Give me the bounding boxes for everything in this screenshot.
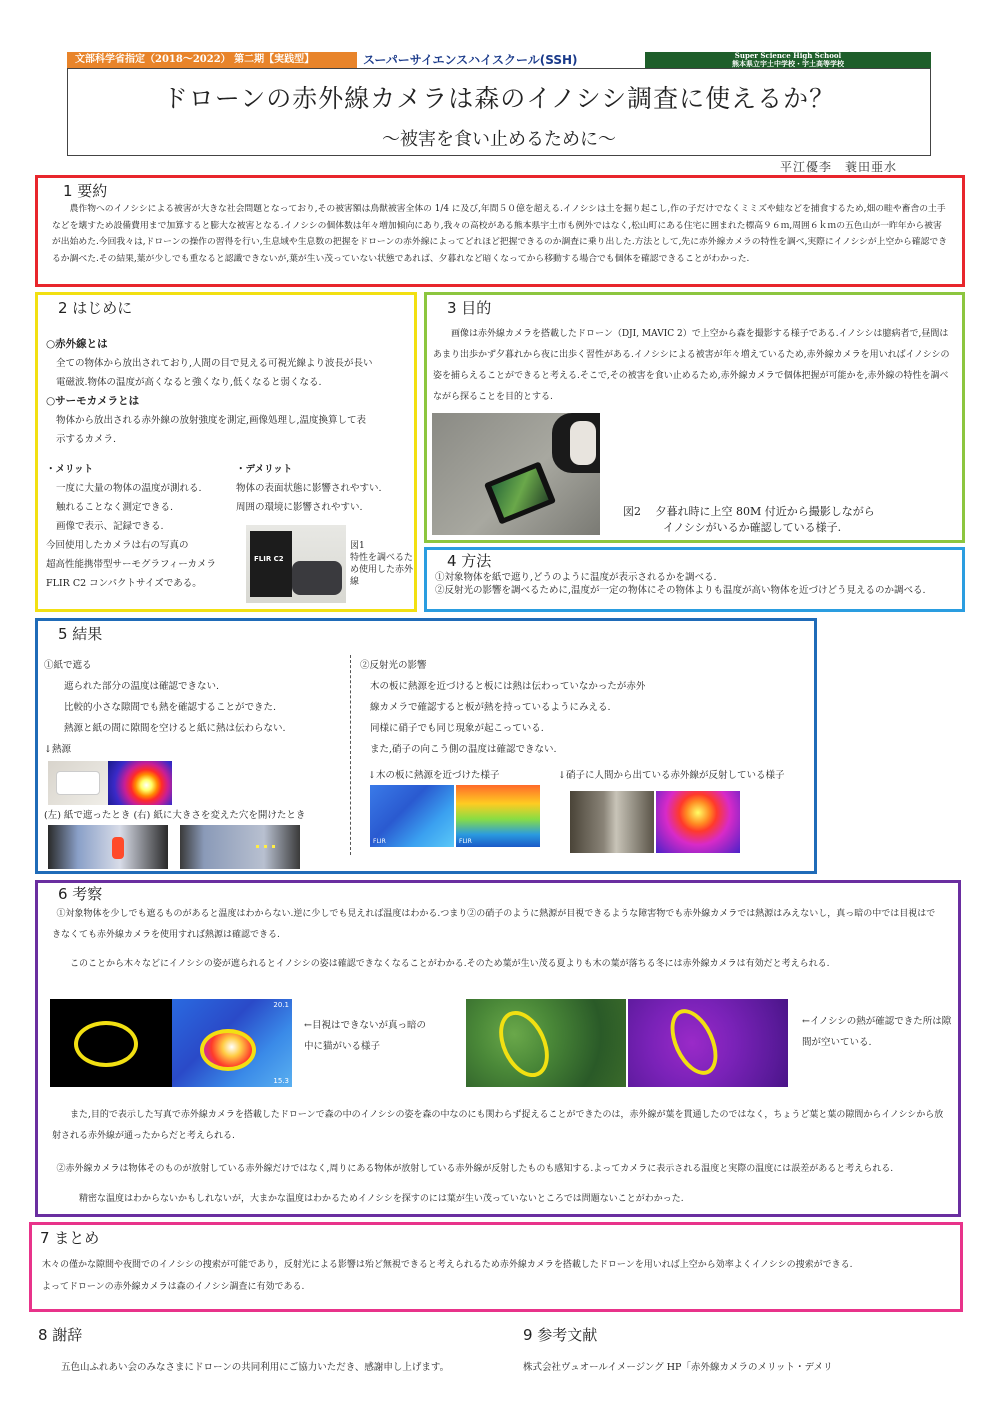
highlight-circle — [200, 1029, 256, 1071]
authors: 平江優李 蓑田亜水 — [780, 160, 898, 174]
section-heading: 1 要約 — [63, 182, 108, 200]
section-heading: 8 謝辞 — [38, 1326, 83, 1344]
discussion-p4: ②赤外線カメラは物体そのものが放射している赤外線だけではなく,周りにある物体が放射している赤外線が反射したものも感知する.よってカメラに表示される温度と実際の温度には誤差があると考えられる. — [56, 1164, 894, 1174]
method-item-2: ②反射光の影響を調べるために,温度が一定の物体にその物体よりも温度が高い物体を近づけどう見えるのか調べる. — [435, 585, 926, 596]
wood-board-thermal-2 — [456, 785, 540, 847]
figure-2-caption-2: イノシシがいるか確認している様子. — [663, 521, 842, 534]
thermo-line-2: 示するカメラ. — [56, 434, 117, 445]
infrared-line-2: 電磁波.物体の温度が高くなると強くなり,低くなると弱くなる. — [56, 377, 322, 388]
conclusion-p2: よってドローンの赤外線カメラは森のイノシシ調査に有効である. — [42, 1282, 305, 1292]
section-heading: 2 はじめに — [58, 299, 133, 317]
banner-school-en: Super Science High School — [734, 51, 842, 60]
results-right-item: 同様に硝子でも同じ現象が起こっている. — [370, 723, 544, 734]
discussion-p2: このことから木々などにイノシシの姿が遮られるとイノシシの姿は確認できなくなることがわかる.そのため葉が生い茂る夏よりも木の葉が落ちる冬には赤外線カメラは有効だと考えられる. — [70, 959, 830, 969]
section-references — [520, 1322, 970, 1373]
drone-operation-photo — [432, 413, 600, 535]
discussion-p3: また,目的で表示した写真で赤外線カメラを搭載したドローンで森の中のイノシシの姿を森の中なのにも関わらず捉えることができたのは，赤外線が葉を貫通したのではなく，ちょうど葉と葉の隙間からイノシシから放射される赤外線が通ったからだと考えられる. — [52, 1110, 944, 1141]
forest-photo-note: ←イノシシの熱が確認できた所は隙間が空いている. — [802, 1016, 952, 1048]
section-heading: 5 結果 — [58, 625, 103, 643]
camera-text-2: 超高性能携帯型サーモグラフィーカメラ — [46, 559, 217, 570]
title-box — [67, 68, 931, 156]
camera-text-1: 今回使用したカメラは右の写真の — [46, 540, 189, 551]
wood-board-caption: ↓木の板に熱源を近づけた様子 — [368, 770, 500, 781]
results-left-title: ①紙で遮る — [44, 660, 92, 671]
demerit-item: 物体の表面状態に影響されやすい. — [236, 483, 382, 494]
acknowledgement-body: 五色山ふれあい会のみなさまにドローンの共同利用にご協力いただき、感謝申し上げます。 — [61, 1362, 450, 1373]
results-left-item: 比較的小さな隙間でも熱を確認することができた. — [64, 702, 277, 713]
results-right-item: 木の板に熱源を近づけると板には熱は伝わっていなかったが赤外 — [370, 681, 646, 692]
person-face — [570, 421, 596, 465]
section-method — [424, 547, 965, 612]
section-purpose — [424, 292, 965, 543]
paper-covered-thermal-spot — [112, 837, 124, 859]
wood-board-thermal-1 — [370, 785, 454, 847]
paper-covered-photo — [48, 825, 168, 869]
dark-cat-photo — [50, 999, 172, 1087]
hole-dot — [256, 845, 259, 848]
results-right-item: 線カメラで確認すると板が熱を持っているようにみえる. — [370, 702, 611, 713]
glass-caption: ↓硝子に人間から出ている赤外線が反射している様子 — [558, 770, 785, 781]
results-left-item: 熱源と紙の間に隙間を空けると紙に熱は伝わらない. — [64, 723, 286, 734]
section-heading: 3 目的 — [447, 299, 492, 317]
heat-source-thermal — [108, 761, 172, 805]
tablet-screen — [491, 468, 548, 518]
dark-cat-thermal — [172, 999, 292, 1087]
camera-text-3: FLIR C2 コンパクトサイズである。 — [46, 578, 202, 589]
merit-item: 一度に大量の物体の温度が測れる. — [56, 483, 202, 494]
section-intro — [35, 292, 417, 612]
heat-source-device — [56, 771, 100, 795]
glass-thermal — [656, 791, 740, 853]
hole-dot — [272, 845, 275, 848]
purpose-body: 画像は赤外線カメラを搭載したドローン（DJI, MAVIC 2）で上空から森を撮影する様子である.イノシシは臆病者で,昼間はあまり出歩かず夕暮れから夜に出歩く習性がある.イノシシによる被害が年々増えているため,赤外線カメラを用いればイノシシの姿を捕らえることができると考える.そこで,その被害を食い止めるため,赤外線カメラで個体把握が可能かを,赤外線の特性を調べながら探ることを目的とする. — [433, 329, 950, 402]
section-conclusion — [29, 1222, 963, 1312]
results-right-title: ②反射光の影響 — [360, 660, 427, 671]
figure-1-caption: 図1 特性を調べるため使用した赤外線 — [350, 541, 414, 587]
thermo-line-1: 物体から放出される赤外線の放射強度を測定,画像処理し,温度換算して表 — [56, 415, 367, 426]
demerit-title: ・デメリット — [236, 464, 293, 475]
glass-corridor-photo — [570, 791, 654, 853]
conclusion-p1: 木々の僅かな隙間や夜間でのイノシシの捜索が可能であり，反射光による影響は殆ど無視できると考えられるため赤外線カメラを搭載したドローンを用いれば上空から効率よくイノシシの捜索ができる. — [42, 1260, 853, 1270]
infrared-title: ○赤外線とは — [46, 338, 108, 350]
summary-body: 農作物へのイノシシによる被害が大きな社会問題となっており,その被害額は鳥獣被害全体の 1/4 に及び,年間５０億を超える.イノシシは土を掘り起こし,作の子だけでなくミミズや蛙などを捕食するため,畑の畦や畜舎の土手などを壊すため設備費用まで加算すると膨大な被害となる.イノシシの個体数は年々増加傾向にあり,我々の高校がある熊本県宇土市も例外ではなく,松山町にある住宅に囲まれた標高９６ｍ,周囲６ｋｍの五色山が一昨年から被害が出始めた.今回我々は,ドローンの操作の習得を行い,生息域や生息数の把握をドローンの赤外線によってどれほど把握できるのか調査に乗り出した.方法として,先に赤外線カメラの特性を調べ,実際にイノシシが上空から確認できるか調べた.その結果,葉が少しでも重なると認識できないが,葉が生い茂っていない状態であれば、夕暮れなど暗くなってから移動する場合でも個体を確認できることがわかった. — [52, 204, 948, 264]
infrared-line-1: 全ての物体から放出されており,人間の目で見える可視光線より波長が長い — [56, 358, 373, 369]
forest-thermal-photo — [628, 999, 788, 1087]
flir-box-shape — [250, 531, 292, 597]
results-right-item: また,硝子の向こう側の温度は確認できない. — [370, 744, 557, 755]
merit-title: ・メリット — [46, 464, 94, 475]
figure-2-caption-1: 図2 夕暮れ時に上空 80M 付近から撮影しながら — [623, 505, 875, 518]
infrared-body — [46, 354, 416, 392]
section-heading: 7 まとめ — [40, 1229, 100, 1247]
results-left-item: 遮られた部分の温度は確認できない. — [64, 681, 220, 692]
flir-box-label: FLIR C2 — [254, 555, 284, 563]
discussion-p5: 精密な温度はわからないかもしれないが，大まかな温度はわかるためイノシシを探すのには葉が生い茂っていないところでは問題ないことがわかった. — [79, 1194, 684, 1204]
tablet-device — [484, 461, 556, 524]
highlight-ellipse — [661, 1002, 727, 1082]
highlight-ellipse — [489, 1003, 558, 1085]
banner-ministry: 文部科学省指定（2018〜2022） 第二期【実践型】 — [67, 52, 357, 68]
poster-title: ドローンの赤外線カメラは森のイノシシ調査に使えるか？ — [162, 84, 836, 113]
section-results — [35, 618, 817, 874]
section-summary — [35, 175, 965, 287]
flir-watermark: FLIR — [373, 838, 386, 845]
banner-school-jp: 熊本県立宇土中学校・宇土高等学校 — [732, 59, 844, 68]
cat-photo-note: ←目視はできないが真っ暗の中に猫がいる様子 — [304, 1020, 426, 1052]
heat-source-photo — [48, 761, 108, 805]
poster-subtitle: 〜被害を食い止めるために〜 — [382, 129, 616, 150]
highlight-circle — [74, 1021, 138, 1067]
hole-dot — [264, 845, 267, 848]
banner-school — [645, 52, 931, 68]
flir-watermark: FLIR — [459, 838, 472, 845]
temp-low-label: 15.3 — [273, 1077, 289, 1085]
flir-camera-photo — [246, 525, 346, 603]
section-discussion — [35, 880, 961, 1217]
section-acknowledgement — [35, 1322, 505, 1373]
results-left-caption: (左) 紙で遮ったとき (右) 紙に大きさを変えた穴を開けたとき — [44, 810, 306, 821]
results-divider — [350, 655, 351, 855]
demerit-item: 周囲の環境に影響されやすい. — [236, 502, 363, 513]
paper-holes-photo — [180, 825, 300, 869]
discussion-p1: ①対象物体を少しでも遮るものがあると温度はわからない.逆に少しでも見えれば温度はわかる.つまり②の硝子のように熱源が目視できるような障害物でも赤外線カメラでは熱源はみえないし，真っ暗の中では目視はできなくても赤外線カメラを使用すれば熱源は確認できる. — [52, 909, 936, 940]
forest-aerial-photo — [466, 999, 626, 1087]
method-item-1: ①対象物体を紙で遮り,どうのように温度が表示されるかを調べる. — [435, 572, 717, 583]
merit-item: 画像で表示、記録できる. — [56, 521, 164, 532]
thermo-title: ○サーモカメラとは — [46, 395, 140, 407]
reference-item: 株式会社ヴュオールイメージング HP「赤外線カメラのメリット・デメリ — [523, 1362, 833, 1373]
heat-source-label: ↓熱源 — [44, 744, 71, 755]
flir-device-shape — [292, 561, 342, 595]
section-heading: 4 方法 — [447, 552, 492, 570]
merit-item: 触れることなく測定できる. — [56, 502, 174, 513]
section-heading: 9 参考文献 — [523, 1326, 598, 1344]
thermo-body — [46, 411, 416, 449]
banner-ssh: スーパーサイエンスハイスクール(SSH) — [357, 52, 645, 68]
section-heading: 6 考察 — [58, 885, 103, 903]
temp-high-label: 20.1 — [273, 1001, 289, 1009]
